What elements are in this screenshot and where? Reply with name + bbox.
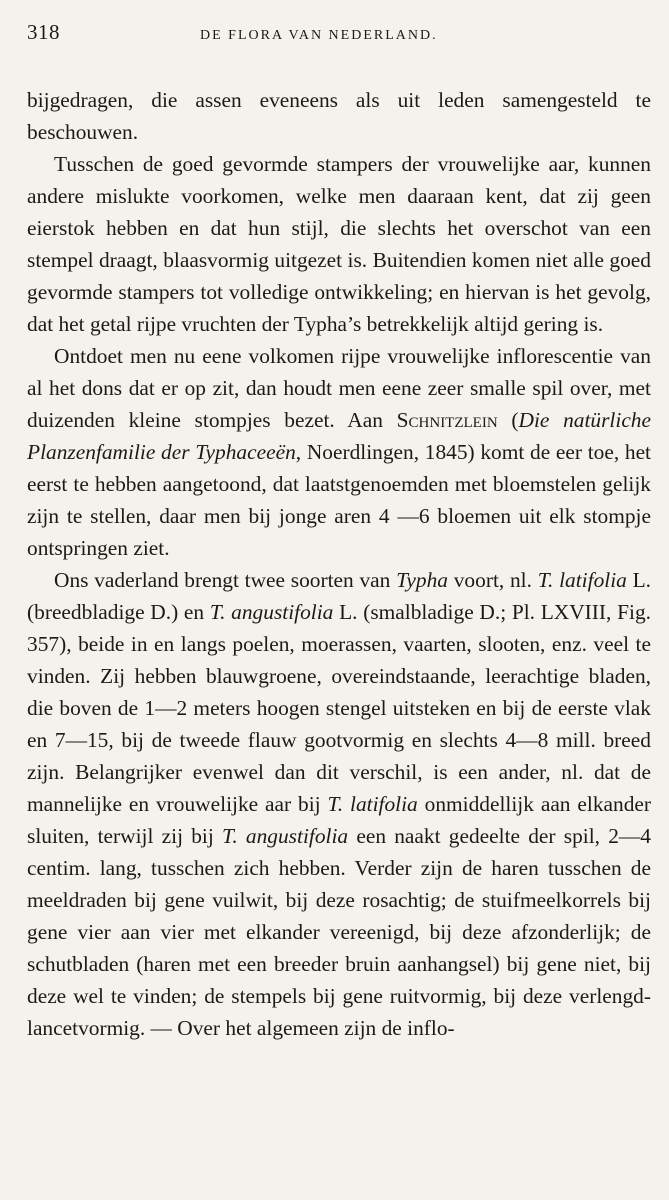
- text-run: bijgedragen, die assen eveneens als uit leden samengesteld te beschouwen.: [27, 88, 651, 144]
- running-title: DE FLORA VAN NEDERLAND.: [200, 28, 438, 43]
- author-name: Schnitzlein: [396, 408, 498, 432]
- text-run: een naakt gedeelte der spil, 2—4 centim. lang, tusschen zich hebben. Verder zijn de haren tusschen de meeldraden bij gene vuilwit, bij deze rosachtig; de stuifmeelkorrels bij gene vier aan vier met elkander vereenigd, bij deze afzonderlijk; de schutbladen (haren met een breeder bruin aanhangsel) bij gene niet, bij deze wel te vinden; de stempels bij gene ruitvormig, bij deze verlengd-lancetvormig. — Over het algemeen zijn de inflo-: [27, 824, 651, 1040]
- text-run: Ontdoet men nu eene volkomen rijpe vrouwelijke inflorescentie van al het dons dat er op zit, dan houdt men eene zeer smalle spil over, met duizenden kleine stompjes bezet. Aan: [27, 344, 651, 432]
- paragraph: [27, 84, 651, 148]
- paragraph: [27, 564, 651, 1044]
- page-number: 318: [27, 20, 60, 44]
- text-run: Tusschen de goed gevormde stampers der vrouwelijke aar, kunnen andere mislukte voorkomen, welke men daaraan kent, dat zij geen eierstok hebben en dat hun stijl, die slechts het overschot van een stempel draagt, blaasvormig uitgezet is. Buitendien komen niet alle goed gevormde stampers tot volledige ontwikkeling; en hiervan is het gevolg, dat het getal rijpe vruchten der Typha’s betrekkelijk altijd gering is.: [27, 152, 651, 336]
- italic-text: T. angustifolia: [222, 824, 349, 848]
- italic-text: Die natürliche Planzenfamilie der Typhaceeën: [27, 408, 652, 464]
- italic-text: T. latifolia: [537, 568, 627, 592]
- page-header: [27, 20, 651, 54]
- italic-text: T. latifolia: [327, 792, 418, 816]
- paragraph: [27, 148, 651, 340]
- text-run: onmiddellijk aan elkander sluiten, terwijl zij bij: [27, 792, 652, 848]
- text-run: voort, nl.: [448, 568, 538, 592]
- body-text: [27, 84, 651, 1044]
- paragraph: [27, 340, 651, 564]
- text-run: (: [497, 408, 519, 432]
- text-run: , Noerdlingen, 1845) komt de eer toe, het eerst te hebben aangetoond, dat laatstgenoemden met bloemstelen gelijk zijn te stellen, daar men bij jonge aren 4 —6 bloemen uit elk stompje ontspringen ziet.: [27, 440, 652, 560]
- text-run: L. (breedbladige D.) en: [27, 568, 651, 624]
- text-run: L. (smalbladige D.; Pl. LXVIII, Fig. 357), beide in en langs poelen, moerassen, vaarten, slooten, enz. veel te vinden. Zij hebben blauwgroene, overeindstaande, leerachtige bladen, die boven de 1—2 meters hoogen stengel uitsteken en bij de eerste vlak en 7—15, bij de tweede flauw gootvormig en slechts 4—8 mill. breed zijn. Belangrijker evenwel dan dit verschil, is een ander, nl. dat de mannelijke en vrouwelijke aar bij: [27, 600, 651, 816]
- italic-text: T. angustifolia: [209, 600, 334, 624]
- italic-text: Typha: [396, 568, 448, 592]
- text-run: Ons vaderland brengt twee soorten van: [54, 568, 397, 592]
